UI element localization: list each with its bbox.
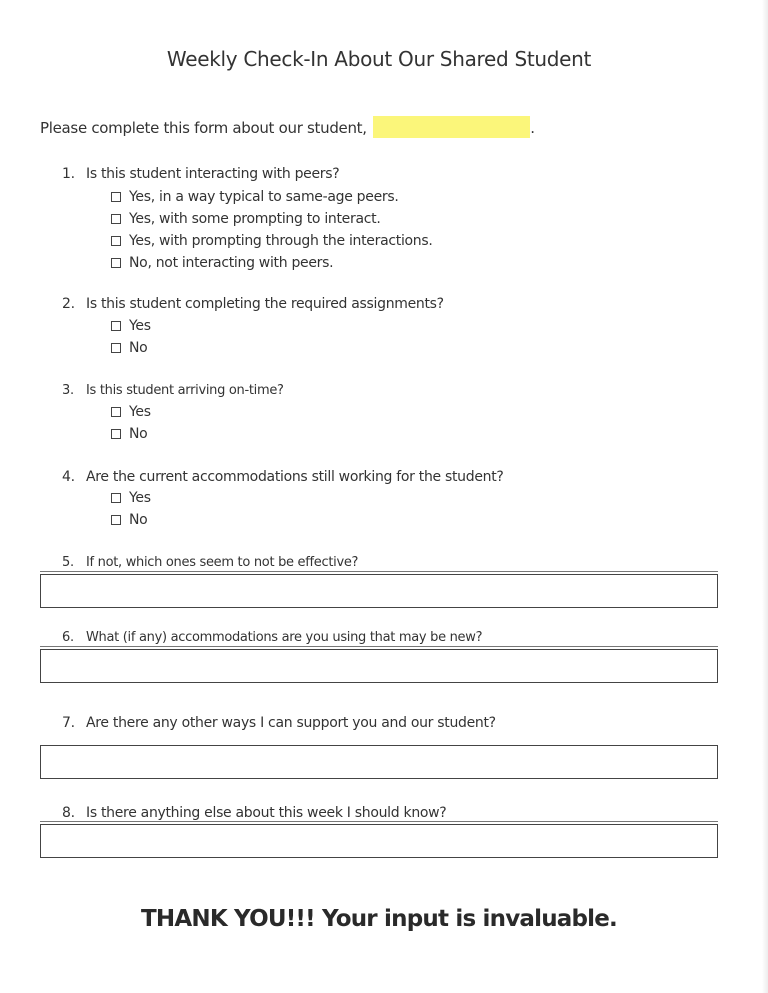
form-title: Weekly Check-In About Our Shared Student (166, 47, 592, 71)
question-5 (62, 555, 358, 570)
question-3-number: 3. (62, 383, 74, 398)
q4-option-no[interactable] (111, 512, 147, 528)
question-4-text: Are the current accommodations still working for the student? (86, 469, 504, 485)
question-3-text: Is this student arriving on-time? (86, 383, 284, 398)
q3-option-yes[interactable] (111, 404, 151, 420)
checkbox-icon[interactable] (111, 214, 121, 224)
question-7-number: 7. (62, 715, 75, 731)
q1-option-1-label: Yes, in a way typical to same-age peers. (129, 189, 399, 205)
question-8-answer-box[interactable] (40, 824, 718, 858)
q4-option-no-label: No (129, 512, 148, 528)
question-5-answer-box[interactable] (40, 574, 718, 608)
intro-end-punct: . (530, 119, 535, 137)
question-2-text: Is this student completing the required assignments? (86, 296, 444, 312)
checkbox-icon[interactable] (111, 493, 121, 503)
q2-option-yes-label: Yes (129, 318, 151, 334)
page-edge-shadow (762, 0, 768, 993)
q1-option-2[interactable] (111, 211, 380, 227)
question-7 (62, 715, 496, 731)
intro-line (40, 116, 535, 138)
question-8-number: 8. (62, 805, 75, 821)
checkbox-icon[interactable] (111, 321, 121, 331)
question-1-text: Is this student interacting with peers? (86, 166, 340, 182)
q2-option-no[interactable] (111, 340, 147, 356)
question-4 (62, 469, 504, 485)
question-8-underline (40, 821, 718, 822)
question-8 (62, 805, 446, 821)
question-5-number: 5. (62, 555, 74, 570)
checkbox-icon[interactable] (111, 258, 121, 268)
checkbox-icon[interactable] (111, 407, 121, 417)
question-3 (62, 383, 284, 398)
checkbox-icon[interactable] (111, 192, 121, 202)
question-7-text: Are there any other ways I can support you and our student? (86, 715, 496, 731)
question-4-number: 4. (62, 469, 75, 485)
question-6 (62, 630, 482, 645)
question-1 (62, 166, 339, 182)
question-5-underline (40, 571, 718, 572)
q3-option-yes-label: Yes (129, 404, 151, 420)
q4-option-yes[interactable] (111, 490, 151, 506)
intro-text: Please complete this form about our student, (40, 119, 367, 137)
q4-option-yes-label: Yes (129, 490, 151, 506)
question-2 (62, 296, 444, 312)
question-8-text: Is there anything else about this week I should know? (86, 805, 447, 821)
q1-option-3-label: Yes, with prompting through the interactions. (129, 233, 433, 249)
q1-option-4[interactable] (111, 255, 333, 271)
q3-option-no[interactable] (111, 426, 147, 442)
q2-option-yes[interactable] (111, 318, 151, 334)
q1-option-3[interactable] (111, 233, 433, 249)
q2-option-no-label: No (129, 340, 148, 356)
question-1-number: 1. (62, 166, 75, 182)
question-2-number: 2. (62, 296, 75, 312)
question-6-answer-box[interactable] (40, 649, 718, 683)
question-5-text: If not, which ones seem to not be effective? (86, 555, 359, 570)
student-name-highlight[interactable] (373, 116, 530, 138)
q1-option-4-label: No, not interacting with peers. (129, 255, 334, 271)
checkbox-icon[interactable] (111, 515, 121, 525)
q1-option-2-label: Yes, with some prompting to interact. (129, 211, 381, 227)
question-6-text: What (if any) accommodations are you using that may be new? (86, 630, 483, 645)
question-6-underline (40, 646, 718, 647)
q1-option-1[interactable] (111, 189, 399, 205)
question-6-number: 6. (62, 630, 74, 645)
checkbox-icon[interactable] (111, 343, 121, 353)
checkbox-icon[interactable] (111, 429, 121, 439)
question-7-answer-box[interactable] (40, 745, 718, 779)
q3-option-no-label: No (129, 426, 148, 442)
thank-you-message: THANK YOU!!! Your input is invaluable. (141, 906, 617, 932)
checkbox-icon[interactable] (111, 236, 121, 246)
